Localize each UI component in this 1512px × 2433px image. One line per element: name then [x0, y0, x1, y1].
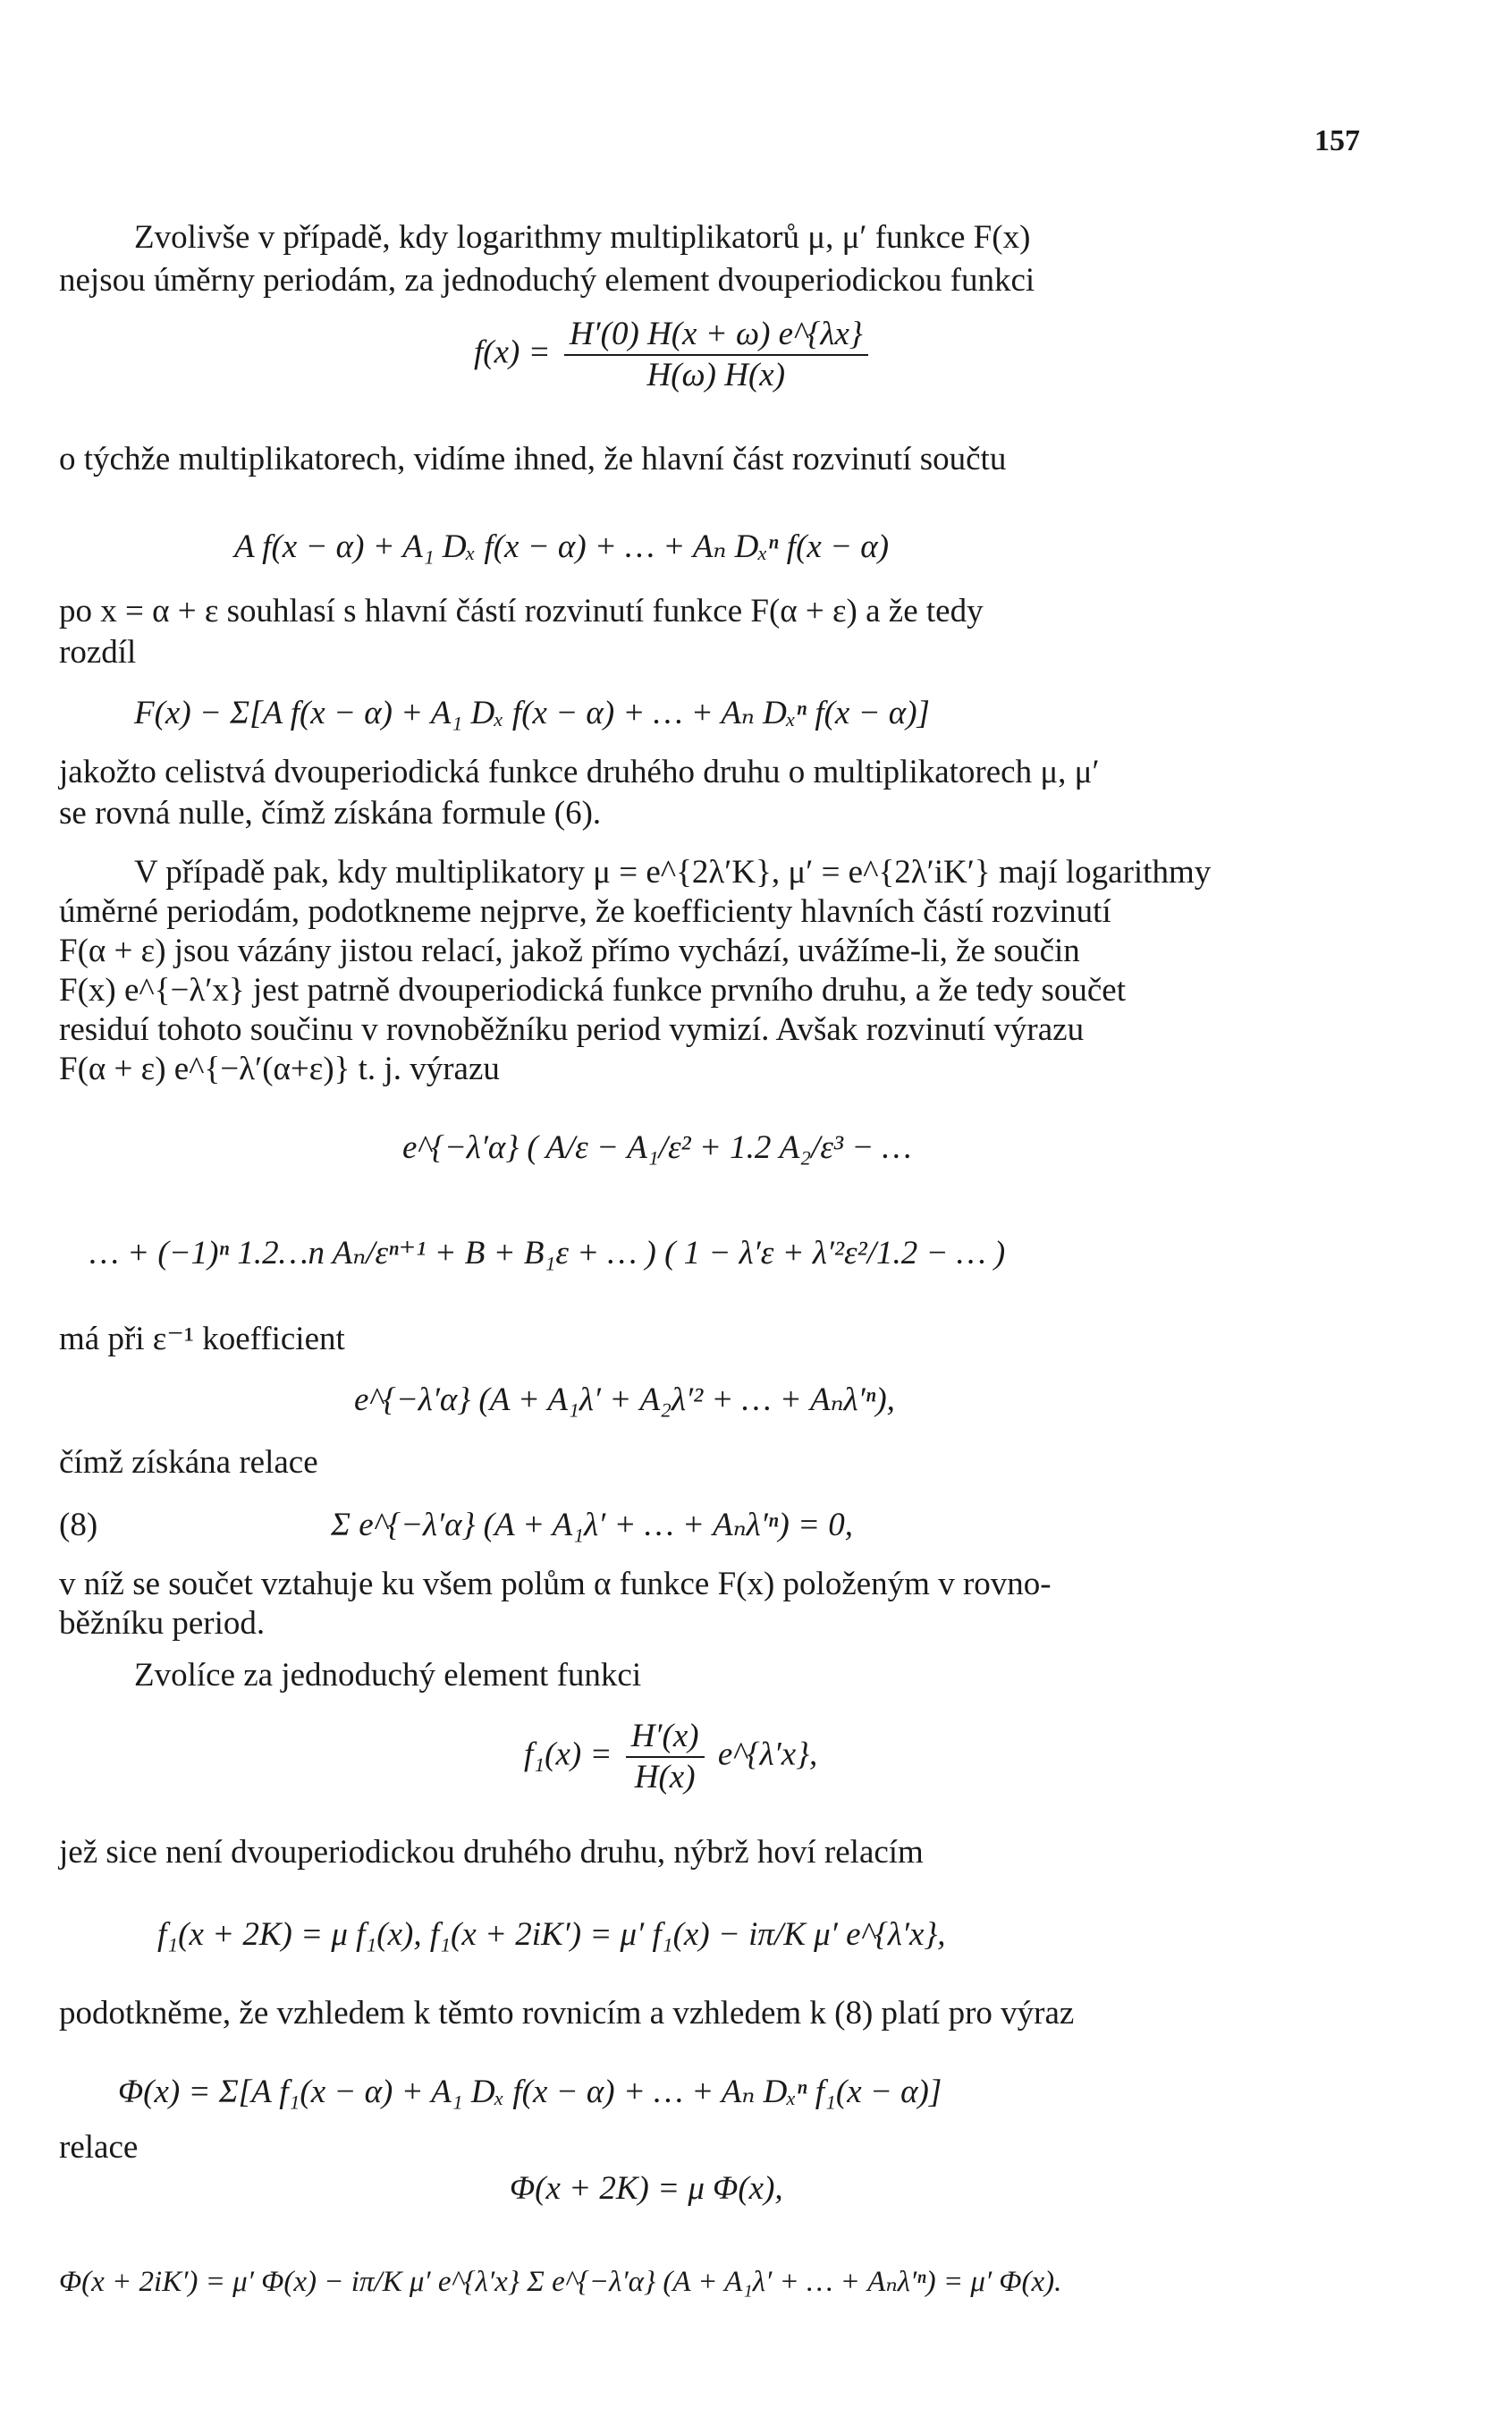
- equation-lhs: f(x) =: [474, 334, 551, 371]
- text-line: o týchže multiplikatorech, vidíme ihned, že hlavní část rozvinutí součtu: [59, 441, 1007, 477]
- equation-expansion-line-2: … + (−1)ⁿ 1.2…n Aₙ/εⁿ⁺¹ + B + B₁ε + … ) ( 1 − λ′ε + λ′²ε²/1.2 − … ): [89, 1235, 1006, 1271]
- equation-number: (8): [59, 1507, 98, 1543]
- fraction-denominator: H(x): [634, 1759, 696, 1795]
- text-line: jakožto celistvá dvouperiodická funkce druhého druhu o multiplikatorech μ, μ′: [59, 754, 1100, 790]
- text-line: F(α + ε) e^{−λ′(α+ε)} t. j. výrazu: [59, 1051, 500, 1087]
- text-line: jež sice není dvouperiodickou druhého druhu, nýbrž hoví relacím: [59, 1834, 924, 1871]
- text-line: běžníku period.: [59, 1605, 266, 1642]
- fraction: [564, 315, 868, 395]
- text-line: V případě pak, kdy multiplikatory μ = e^{2λ′K}, μ′ = e^{2λ′iK′} mají logarithmy: [134, 854, 1212, 891]
- fraction-numerator: H′(0) H(x + ω) e^{λx}: [564, 315, 868, 356]
- text-line: po x = α + ε souhlasí s hlavní částí rozvinutí funkce F(α + ε) a že tedy: [59, 593, 984, 629]
- text-line: úměrné periodám, podotkneme nejprve, že koefficienty hlavních částí rozvinutí: [59, 893, 1111, 930]
- equation-relation-8: Σ e^{−λ′α} (A + A₁λ′ + … + Aₙλ′ⁿ) = 0,: [331, 1507, 853, 1543]
- equation-f1-relations: f₁(x + 2K) = μ f₁(x), f₁(x + 2iK′) = μ′ f₁(x) − iπ/K μ′ e^{λ′x},: [157, 1916, 946, 1953]
- text-line: podotkněme, že vzhledem k těmto rovnicím a vzhledem k (8) platí pro výraz: [59, 1995, 1075, 2032]
- equation-f1-definition: [524, 1717, 817, 1797]
- equation-tail: e^{λ′x},: [717, 1736, 818, 1773]
- fraction-numerator: H′(x): [626, 1717, 705, 1758]
- text-line: Zvolivše v případě, kdy logarithmy multiplikatorů μ, μ′ funkce F(x): [134, 219, 1031, 256]
- equation-phi-definition: Φ(x) = Σ[A f₁(x − α) + A₁ Dₓ f(x − α) + … + Aₙ Dₓⁿ f₁(x − α)]: [118, 2074, 942, 2110]
- text-line: F(x) e^{−λ′x} jest patrně dvouperiodická funkce prvního druhu, a že tedy součet: [59, 972, 1126, 1009]
- equation-phi-relation-2: Φ(x + 2iK′) = μ′ Φ(x) − iπ/K μ′ e^{λ′x} Σ e^{−λ′α} (A + A₁λ′ + … + Aₙλ′ⁿ) = μ′ Φ(x).: [59, 2266, 1062, 2298]
- equation-phi-relation-1: Φ(x + 2K) = μ Φ(x),: [510, 2170, 783, 2207]
- text-line: F(α + ε) jsou vázány jistou relací, jakož přímo vychází, uvážíme-li, že součin: [59, 933, 1080, 969]
- page-number: 157: [1314, 124, 1360, 157]
- text-line: nejsou úměrny periodám, za jednoduchý element dvouperiodickou funkci: [59, 262, 1035, 299]
- equation-sum: A f(x − α) + A₁ Dₓ f(x − α) + … + Aₙ Dₓⁿ f(x − α): [234, 528, 890, 565]
- text-line: relace: [59, 2129, 139, 2166]
- equation-lhs: f₁(x) =: [524, 1736, 612, 1773]
- text-line: residuí tohoto součinu v rovnoběžníku period vymizí. Avšak rozvinutí výrazu: [59, 1011, 1085, 1048]
- equation-coefficient: e^{−λ′α} (A + A₁λ′ + A₂λ′² + … + Aₙλ′ⁿ),: [354, 1381, 895, 1418]
- text-line: čímž získána relace: [59, 1444, 318, 1481]
- text-line: má při ε⁻¹ koefficient: [59, 1321, 345, 1357]
- text-line: v níž se součet vztahuje ku všem polům α funkce F(x) položeným v rovno-: [59, 1566, 1052, 1602]
- equation-difference: F(x) − Σ[A f(x − α) + A₁ Dₓ f(x − α) + … + Aₙ Dₓⁿ f(x − α)]: [134, 695, 930, 731]
- text-line: rozdíl: [59, 634, 137, 671]
- equation-expansion-line-1: e^{−λ′α} ( A/ε − A₁/ε² + 1.2 A₂/ε³ − …: [402, 1129, 912, 1166]
- fraction-denominator: H(ω) H(x): [646, 357, 786, 393]
- equation-fx-definition: [474, 315, 874, 395]
- fraction: [626, 1717, 705, 1797]
- text-line: se rovná nulle, čímž získána formule (6).: [59, 795, 602, 832]
- text-line: Zvolíce za jednoduchý element funkci: [134, 1657, 642, 1694]
